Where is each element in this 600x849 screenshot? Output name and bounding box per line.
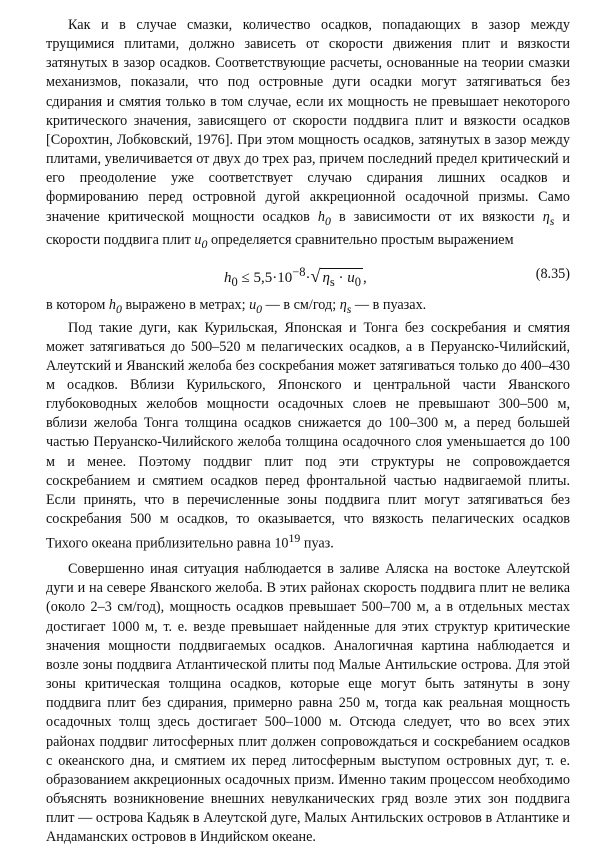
symbol-h0: $h_0$ [317,208,331,228]
formula-number: (8.35) [535,265,570,282]
paragraph-1-text: Как и в случае смазки, количество осадков, попадающих в зазор между трущимися плитами, должно зависеть от скорости движения плит и вязкости затянутых в зазор осадков. Соответствующие расчеты, основанные на теории смазки механизмов, показали, что под островные дуги осадки могут затягиваться без сдирания и смятия только в том случае, если их мощность не превышает некоторого критического значения, зависящего от скорости поддвига плит и вязкости осадков [Сорохтин, Лобковский, 1976]. При этом мощность осадков, затянутых в зазор между плитами, увеличивается от двух до трех раз, причем последний предел критический и его преодоление уже соответствует случаю сдирания лишних осадков и формированию перед островной дугой аккреционной осадочной призмы. Само значение критической мощности осадков [46,17,570,225]
formula-explanation: в котором $h_0$ выражено в метрах; $u_0$ — в см/год; $\eta_s$ — в пуазах. [46,296,427,316]
formula-block [46,254,570,296]
symbol-u0: $u_0$ [194,231,208,251]
document-page [46,16,570,847]
paragraph-1: Как и в случае смазки, количество осадков, попадающих в зазор между трущимися плитами, должно зависеть от скорости движения плит и вязкости затянутых в зазор осадков. Соответствующие расчеты, основанные на теории смазки механизмов, показали, что под островные дуги осадки могут затягиваться без сдирания и смятия только в том случае, если их мощность не превышает некоторого критического значения, зависящего от скорости поддвига плит и вязкости осадков [Сорохтин, Лобковский, 1976]. При этом мощность осадков, затянутых в зазор между плитами, увеличивается от двух до трех раз, причем последний предел критический и его преодоление уже соответствует случаю сдирания лишних осадков и формированию перед островной дугой аккреционной осадочной призмы. Само значение критической мощности осадков $h_0$ в зависимости от их вязкости $\eta_s$ и скорости поддвига плит $u_0$ определяется сравнительно простым выражением [46,17,570,251]
paragraph-3: Совершенно иная ситуация наблюдается в заливе Аляска на востоке Алеутской дуги и на севере Яванского желоба. В этих районах скорость поддвига плит не велика (около 2–3 см/год), мощность осадков превышает 500–700 м, а в отдельных местах достигает 1000 м, т. е. везде превышает найденные для этих структур критические значения мощности поддвигаемых осадков. Аналогичная картина наблюдается и возле зоны поддвига Атлантической плиты под Малые Антильские острова. Для этой зоны критическая толщина осадков, которые еще могут быть затянуты в зону поддвига плит без сдирания, примерно равна 250 м, тогда как реальная мощность осадочных толщ здесь достигает 500–1000 м. Отсюда следует, что во всех этих районах поддвиг литосферных плит должен сопровождаться и соскребанием осадков с океанского дна, и смятием их перед литосферным выступом островных дуг, т. е. образованием аккреционных осадочных призм. Именно таким процессом необходимо объяснять возникновение внешних невулканических гряд возле этих зон поддвига плит — острова Кадьяк в Алеутской дуге, Малых Антильских островов в Атлантике и Андаманских островов в Индийском океане. [46,561,570,846]
paragraph-2: Под такие дуги, как Курильская, Японская и Тонга без соскребания и смятия может затягиваться до 500–520 м пелагических осадков, а в Перуанско-Чилийский, Алеутский и Яванский желоба без соскребания может затягиваться только до 400–430 м осадков. Вблизи Курильского, Японского и центральной части Яванского глубоководных желобов мощности осадочных слоев не превышают 300–500 м, вблизи желоба Тонга толщина осадков снижается до 100–300 м, а перед большей частью Перуанско-Чилийского желоба толщина осадочного слоя уменьшается до 100 м и менее. Поэтому поддвиг плит под эти структуры не сопровождается соскребанием и смятием осадков перед фронтальной частью надвигаемой плиты. Если принять, что в перечисленные зоны поддвига плит могут затягиваться без соскребания 500 м осадков, то оказывается, что вязкость пелагических осадков Тихого океана приблизительно равна $10^{19}$ пуаз. [46,319,570,552]
symbol-eta-s: $\eta_s$ [542,208,555,228]
formula-8-35: $h_0 \le 5,5\cdot 10^{-8}\cdot√$ $\eta_s \cdot u_0$ , [224,264,367,289]
